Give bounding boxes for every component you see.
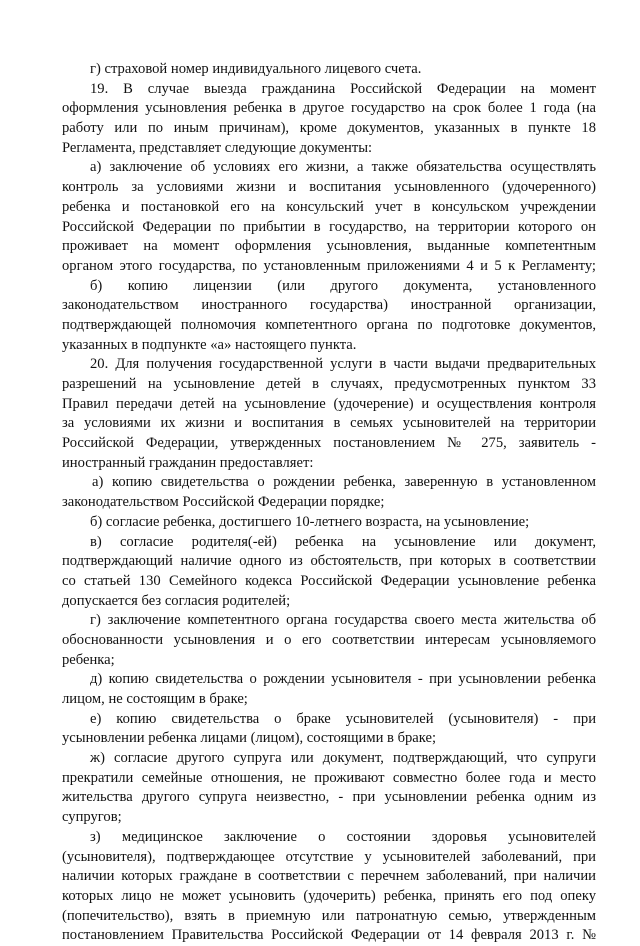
text-line: жительства другого супруга неизвестно, - при усыновлении ребенка одним из <box>62 789 596 806</box>
text-line: ребенка и постановкой его на консульский учет в консульском учреждении <box>62 198 596 215</box>
text-line: усыновлении ребенка лицами (лицом), состоящими в браке; <box>62 730 437 747</box>
text-line: Российской Федерации по прибытии в государство, на территории которого он <box>62 218 596 235</box>
text-line: в) согласие родителя(-ей) ребенка на усыновление или документ, <box>90 533 596 550</box>
text-line: б) копию лицензии (или другого документа, установленного <box>90 277 596 294</box>
text-line: со статьей 130 Семейного кодекса Российской Федерации усыновление ребенка <box>62 572 596 589</box>
text-line: а) копию свидетельства о рождении ребенка, заверенную в установленном <box>92 474 596 491</box>
document-body <box>62 60 596 946</box>
text-line: г) заключение компетентного органа государства своего места жительства об <box>90 612 596 629</box>
text-line: постановлением Правительства Российской Федерации от 14 февраля 2013 г. № <box>62 927 596 944</box>
text-line: з) медицинское заключение о состоянии здоровья усыновителей <box>90 828 596 845</box>
text-line: Правил передачи детей на усыновление (удочерение) и осуществления контроля <box>62 395 596 412</box>
text-line: лицом, не состоящим в браке; <box>62 691 248 707</box>
text-line: за условиями их жизни и воспитания в семьях усыновителей на территории <box>62 415 596 432</box>
text-line: Регламента, представляет следующие документы: <box>62 139 373 156</box>
text-line: обоснованности усыновления и о его соответствии интересам усыновляемого <box>62 631 596 648</box>
text-line: Российской Федерации, утвержденных постановлением № 275, заявитель - <box>62 435 596 452</box>
text-line: супругов; <box>62 809 122 826</box>
text-line: наличии которых граждане в соответствии с перечнем заболеваний, при наличии <box>62 868 596 885</box>
text-line: оформления усыновления ребенка в другое государство на срок более 1 года (на <box>62 100 596 117</box>
text-line: контроль за условиями жизни и воспитания усыновленного (удочеренного) <box>62 179 596 196</box>
text-line: подтверждающей полномочия компетентного органа по подготовке документов, <box>62 316 596 333</box>
text-line: разрешений на усыновление детей в случаях, предусмотренных пунктом 33 <box>62 376 596 392</box>
text-line: указанных в подпункте «а» настоящего пункта. <box>62 336 357 353</box>
text-line: законодательством Российской Федерации порядке; <box>62 494 385 511</box>
text-line: е) копию свидетельства о браке усыновителей (усыновителя) - при <box>90 710 596 727</box>
text-line: прекратили семейные отношения, не проживают совместно более года и место <box>62 769 596 786</box>
text-line: ребенка; <box>62 651 115 668</box>
text-line: 20. Для получения государственной услуги в части выдачи предварительных <box>90 356 596 373</box>
text-line: б) согласие ребенка, достигшего 10-летнего возраста, на усыновление; <box>90 513 530 530</box>
text-line: а) заключение об условиях его жизни, а также обязательства осуществлять <box>90 159 596 176</box>
text-line: законодательством иностранного государства) иностранной организации, <box>62 297 596 314</box>
text-line: 19. В случае выезда гражданина Российской Федерации на момент <box>90 80 596 97</box>
text-line: органом этого государства, по установленным приложениями 4 и 5 к Регламенту; <box>62 257 596 274</box>
text-line: (усыновителя), подтверждающее отсутствие у усыновителей заболеваний, при <box>62 848 596 865</box>
text-line: допускается без согласия родителей; <box>62 592 291 609</box>
text-line: работу или по иным причинам), кроме документов, указанных в пункте 18 <box>62 120 596 137</box>
text-line: иностранный гражданин предоставляет: <box>62 454 314 471</box>
text-line: д) копию свидетельства о рождении усыновителя - при усыновлении ребенка <box>90 671 596 688</box>
text-line: г) страховой номер индивидуального лицевого счета. <box>90 61 422 77</box>
text-line: подтверждающий наличие одного из обстоятельств, при которых в соответствии <box>62 553 596 570</box>
text-line: проживает на момент оформления усыновления, выданные компетентным <box>62 238 596 255</box>
text-line: (попечительство), взять в приемную или патронатную семью, утвержденным <box>62 907 596 924</box>
text-line: ж) согласие другого супруга или документ, подтверждающий, что супруги <box>90 750 596 767</box>
text-line: которых лицо не может усыновить (удочерить) ребенка, принять его под опеку <box>62 887 596 904</box>
